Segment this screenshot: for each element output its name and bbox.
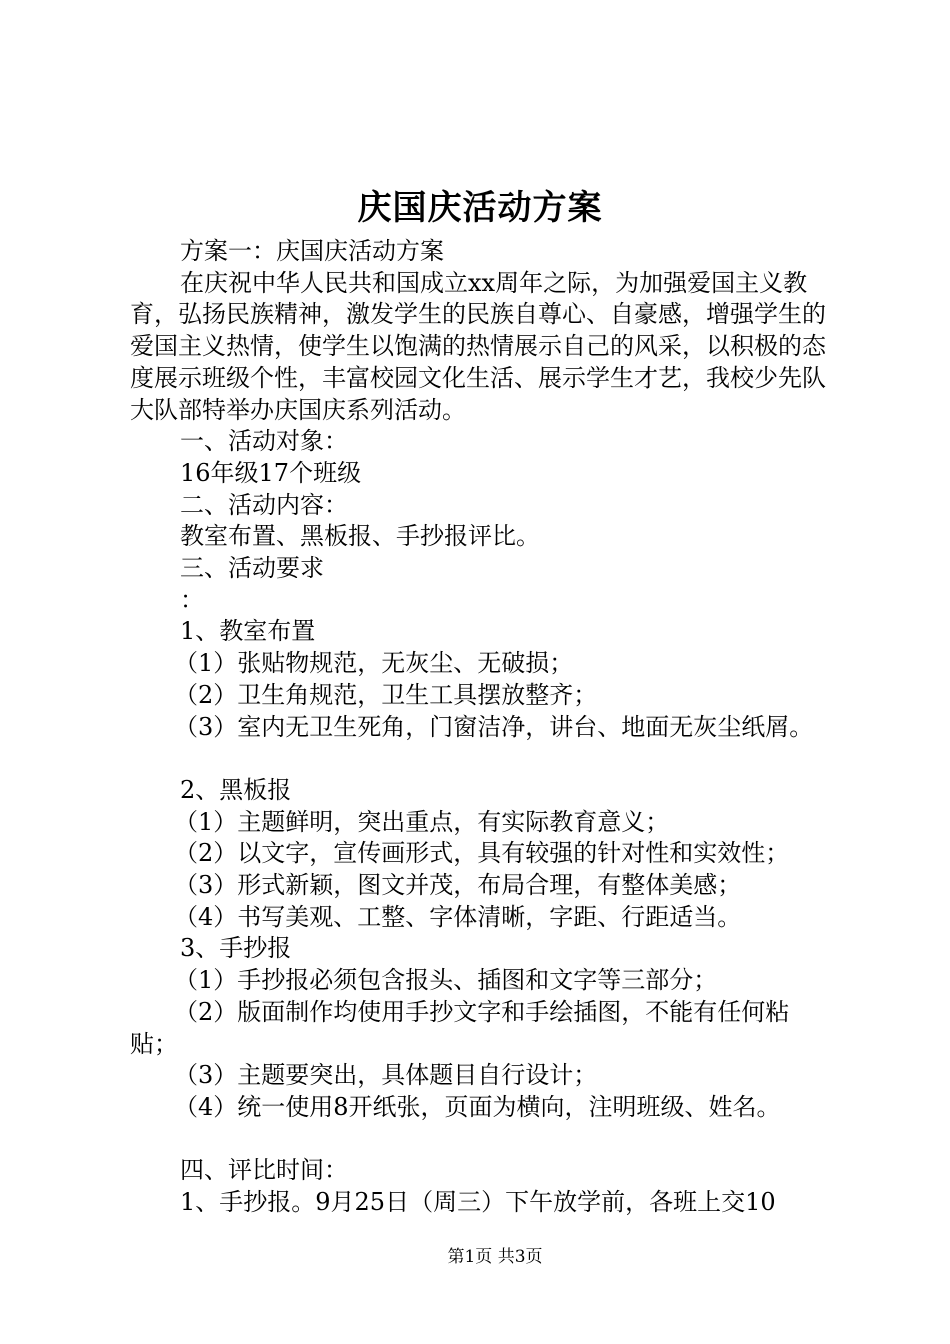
blank-line: [130, 1124, 835, 1156]
paragraph-colon: ：: [180, 585, 204, 614]
list-item-classroom-3: （3）室内无卫生死角，门窗洁净，讲台、地面无灰尘纸屑。: [174, 712, 814, 741]
paragraph-schedule-1: 1、手抄报。9月25日（周三）下午放学前，各班上交10: [180, 1188, 776, 1217]
subsection-heading-handwritten: 3、手抄报: [180, 934, 292, 963]
list-item-handwritten-2: （2）版面制作均使用手抄文字和手绘插图，不能有任何粘贴；: [130, 997, 790, 1058]
section-heading-requirements: 三、活动要求: [180, 554, 324, 583]
list-item-classroom-2: （2）卫生角规范，卫生工具摆放整齐；: [174, 680, 598, 709]
section-heading-targets: 一、活动对象：: [180, 427, 348, 456]
paragraph-content: 教室布置、黑板报、手抄报评比。: [180, 522, 540, 551]
section-heading-schedule: 四、评比时间：: [180, 1156, 348, 1185]
list-item-blackboard-4: （4）书写美观、工整、字体清晰，字距、行距适当。: [174, 902, 742, 931]
list-item-classroom-1: （1）张贴物规范，无灰尘、无破损；: [174, 649, 574, 678]
page-footer: 第1页 共3页: [447, 1247, 543, 1267]
subsection-heading-classroom: 1、教室布置: [180, 617, 316, 646]
paragraph-targets: 16年级17个班级: [180, 458, 362, 487]
section-heading-content: 二、活动内容：: [180, 490, 348, 519]
paragraph-plan-heading: 方案一：庆国庆活动方案: [180, 237, 444, 265]
list-item-handwritten-1: （1）手抄报必须包含报头、插图和文字等三部分；: [174, 966, 718, 995]
list-item-blackboard-3: （3）形式新颖，图文并茂，布局合理，有整体美感；: [174, 871, 742, 900]
list-item-blackboard-2: （2）以文字，宣传画形式，具有较强的针对性和实效性；: [174, 839, 790, 868]
document-body: [130, 236, 835, 1219]
list-item-blackboard-1: （1）主题鲜明，突出重点，有实际教育意义；: [174, 807, 670, 836]
subsection-heading-blackboard: 2、黑板报: [180, 775, 292, 804]
document-title: 庆国庆活动方案: [357, 188, 603, 228]
paragraph-intro: 在庆祝中华人民共和国成立xx周年之际，为加强爱国主义教育，弘扬民族精神，激发学生的民族自尊心、自豪感，增强学生的爱国主义热情，使学生以饱满的热情展示自己的风采，以积极的态度展示班级个性，丰富校园文化生活、展示学生才艺，我校少先队大队部特举办庆国庆系列活动。: [130, 268, 826, 424]
list-item-handwritten-4: （4）统一使用8开纸张，页面为横向，注明班级、姓名。: [174, 1092, 781, 1121]
blank-line: [130, 743, 835, 775]
list-item-handwritten-3: （3）主题要突出，具体题目自行设计；: [174, 1061, 598, 1090]
